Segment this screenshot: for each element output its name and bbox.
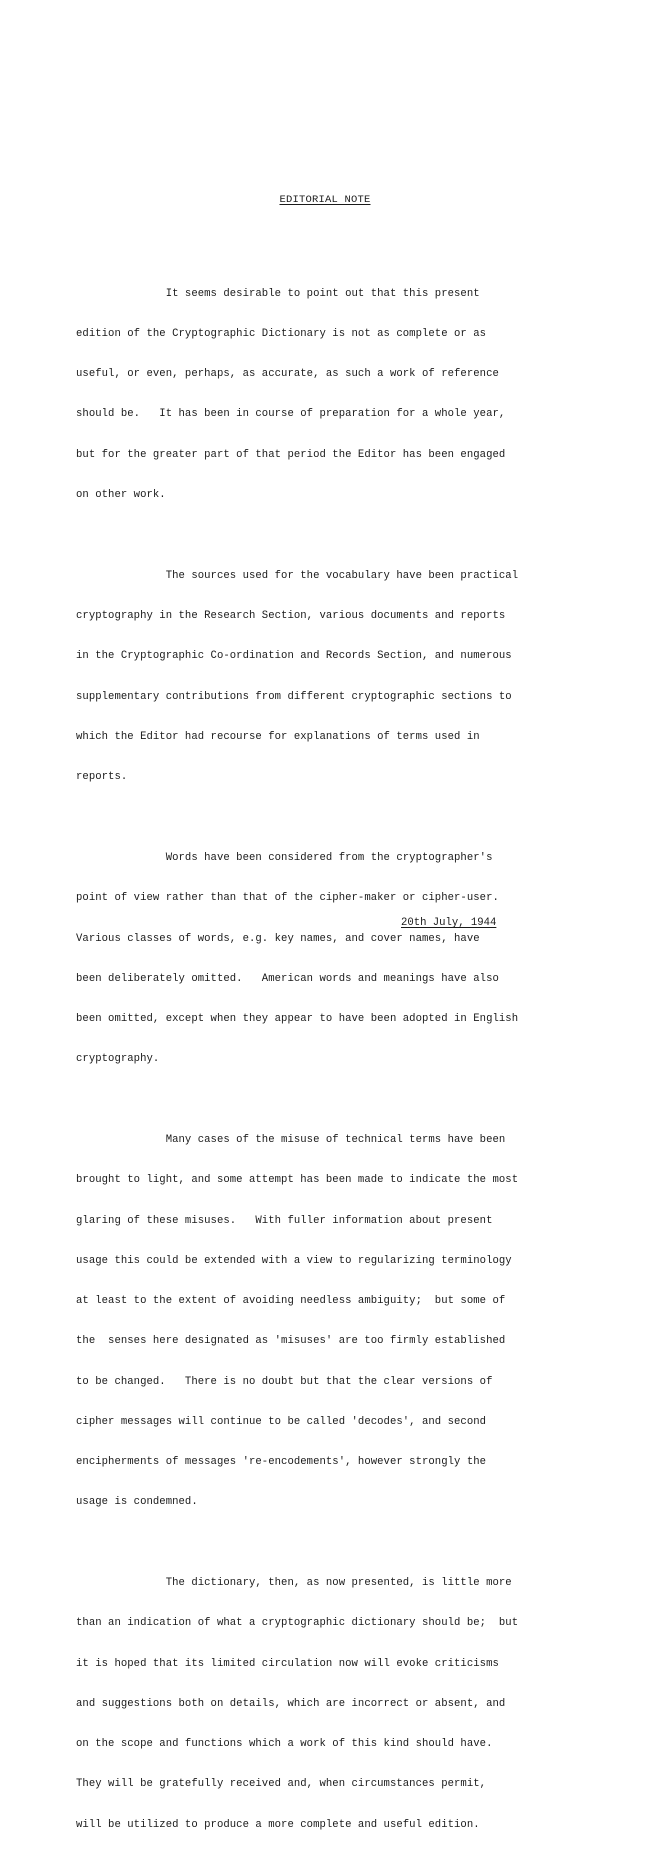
text-line: cryptography. <box>76 1053 160 1066</box>
text-line: but for the greater part of that period the Editor has been engaged <box>76 448 506 461</box>
text-line: They will be gratefully received and, when circumstances permit, <box>76 1778 487 1791</box>
paragraph-2 <box>76 543 572 811</box>
text-line: will be utilized to produce a more complete and useful edition. <box>76 1818 480 1831</box>
text-line: reports. <box>76 771 128 784</box>
paragraph-4 <box>76 1107 572 1536</box>
text-line: the senses here designated as 'misuses' are too firmly established <box>76 1335 506 1348</box>
text-line: than an indication of what a cryptographic dictionary should be; but <box>76 1617 519 1630</box>
text-line: it is hoped that its limited circulation now will evoke criticisms <box>76 1657 499 1670</box>
text-line: useful, or even, perhaps, as accurate, as such a work of reference <box>76 368 499 381</box>
text-line: Many cases of the misuse of technical terms have been <box>76 1134 506 1147</box>
title-text: EDITORIAL NOTE <box>279 194 371 206</box>
page-title <box>0 194 650 206</box>
text-line: It seems desirable to point out that this present <box>76 287 480 300</box>
text-line: Words have been considered from the cryptographer's <box>76 852 493 865</box>
text-line: usage is condemned. <box>76 1496 198 1509</box>
text-line: at least to the extent of avoiding needless ambiguity; but some of <box>76 1295 506 1308</box>
text-line: usage this could be extended with a view to regularizing terminology <box>76 1254 512 1267</box>
document-body <box>76 261 572 1873</box>
text-line: which the Editor had recourse for explanations of terms used in <box>76 730 480 743</box>
text-line: and suggestions both on details, which are incorrect or absent, and <box>76 1697 506 1710</box>
document-date: 20th July, 1944 <box>401 917 497 929</box>
text-line: supplementary contributions from different cryptographic sections to <box>76 690 512 703</box>
text-line: in the Cryptographic Co-ordination and Records Section, and numerous <box>76 650 512 663</box>
text-line: point of view rather than that of the cipher-maker or cipher-user. <box>76 892 499 905</box>
text-line: Various classes of words, e.g. key names, and cover names, have <box>76 932 480 945</box>
text-line: glaring of these misuses. With fuller information about present <box>76 1214 493 1227</box>
text-line: been omitted, except when they appear to have been adopted in English <box>76 1012 519 1025</box>
text-line: encipherments of messages 're-encodements', however strongly the <box>76 1455 487 1468</box>
text-line: The sources used for the vocabulary have been practical <box>76 569 519 582</box>
text-line: cipher messages will continue to be called 'decodes', and second <box>76 1415 487 1428</box>
paragraph-5 <box>76 1550 572 1858</box>
text-line: edition of the Cryptographic Dictionary is not as complete or as <box>76 328 487 341</box>
text-line: brought to light, and some attempt has been made to indicate the most <box>76 1174 519 1187</box>
text-line: cryptography in the Research Section, various documents and reports <box>76 610 506 623</box>
text-line: been deliberately omitted. American words and meanings have also <box>76 972 499 985</box>
text-line: should be. It has been in course of preparation for a whole year, <box>76 408 506 421</box>
text-line: The dictionary, then, as now presented, is little more <box>76 1577 512 1590</box>
text-line: on other work. <box>76 488 166 501</box>
text-line: on the scope and functions which a work of this kind should have. <box>76 1738 493 1751</box>
paragraph-3 <box>76 825 572 1093</box>
paragraph-1 <box>76 261 572 529</box>
text-line: to be changed. There is no doubt but that the clear versions of <box>76 1375 493 1388</box>
